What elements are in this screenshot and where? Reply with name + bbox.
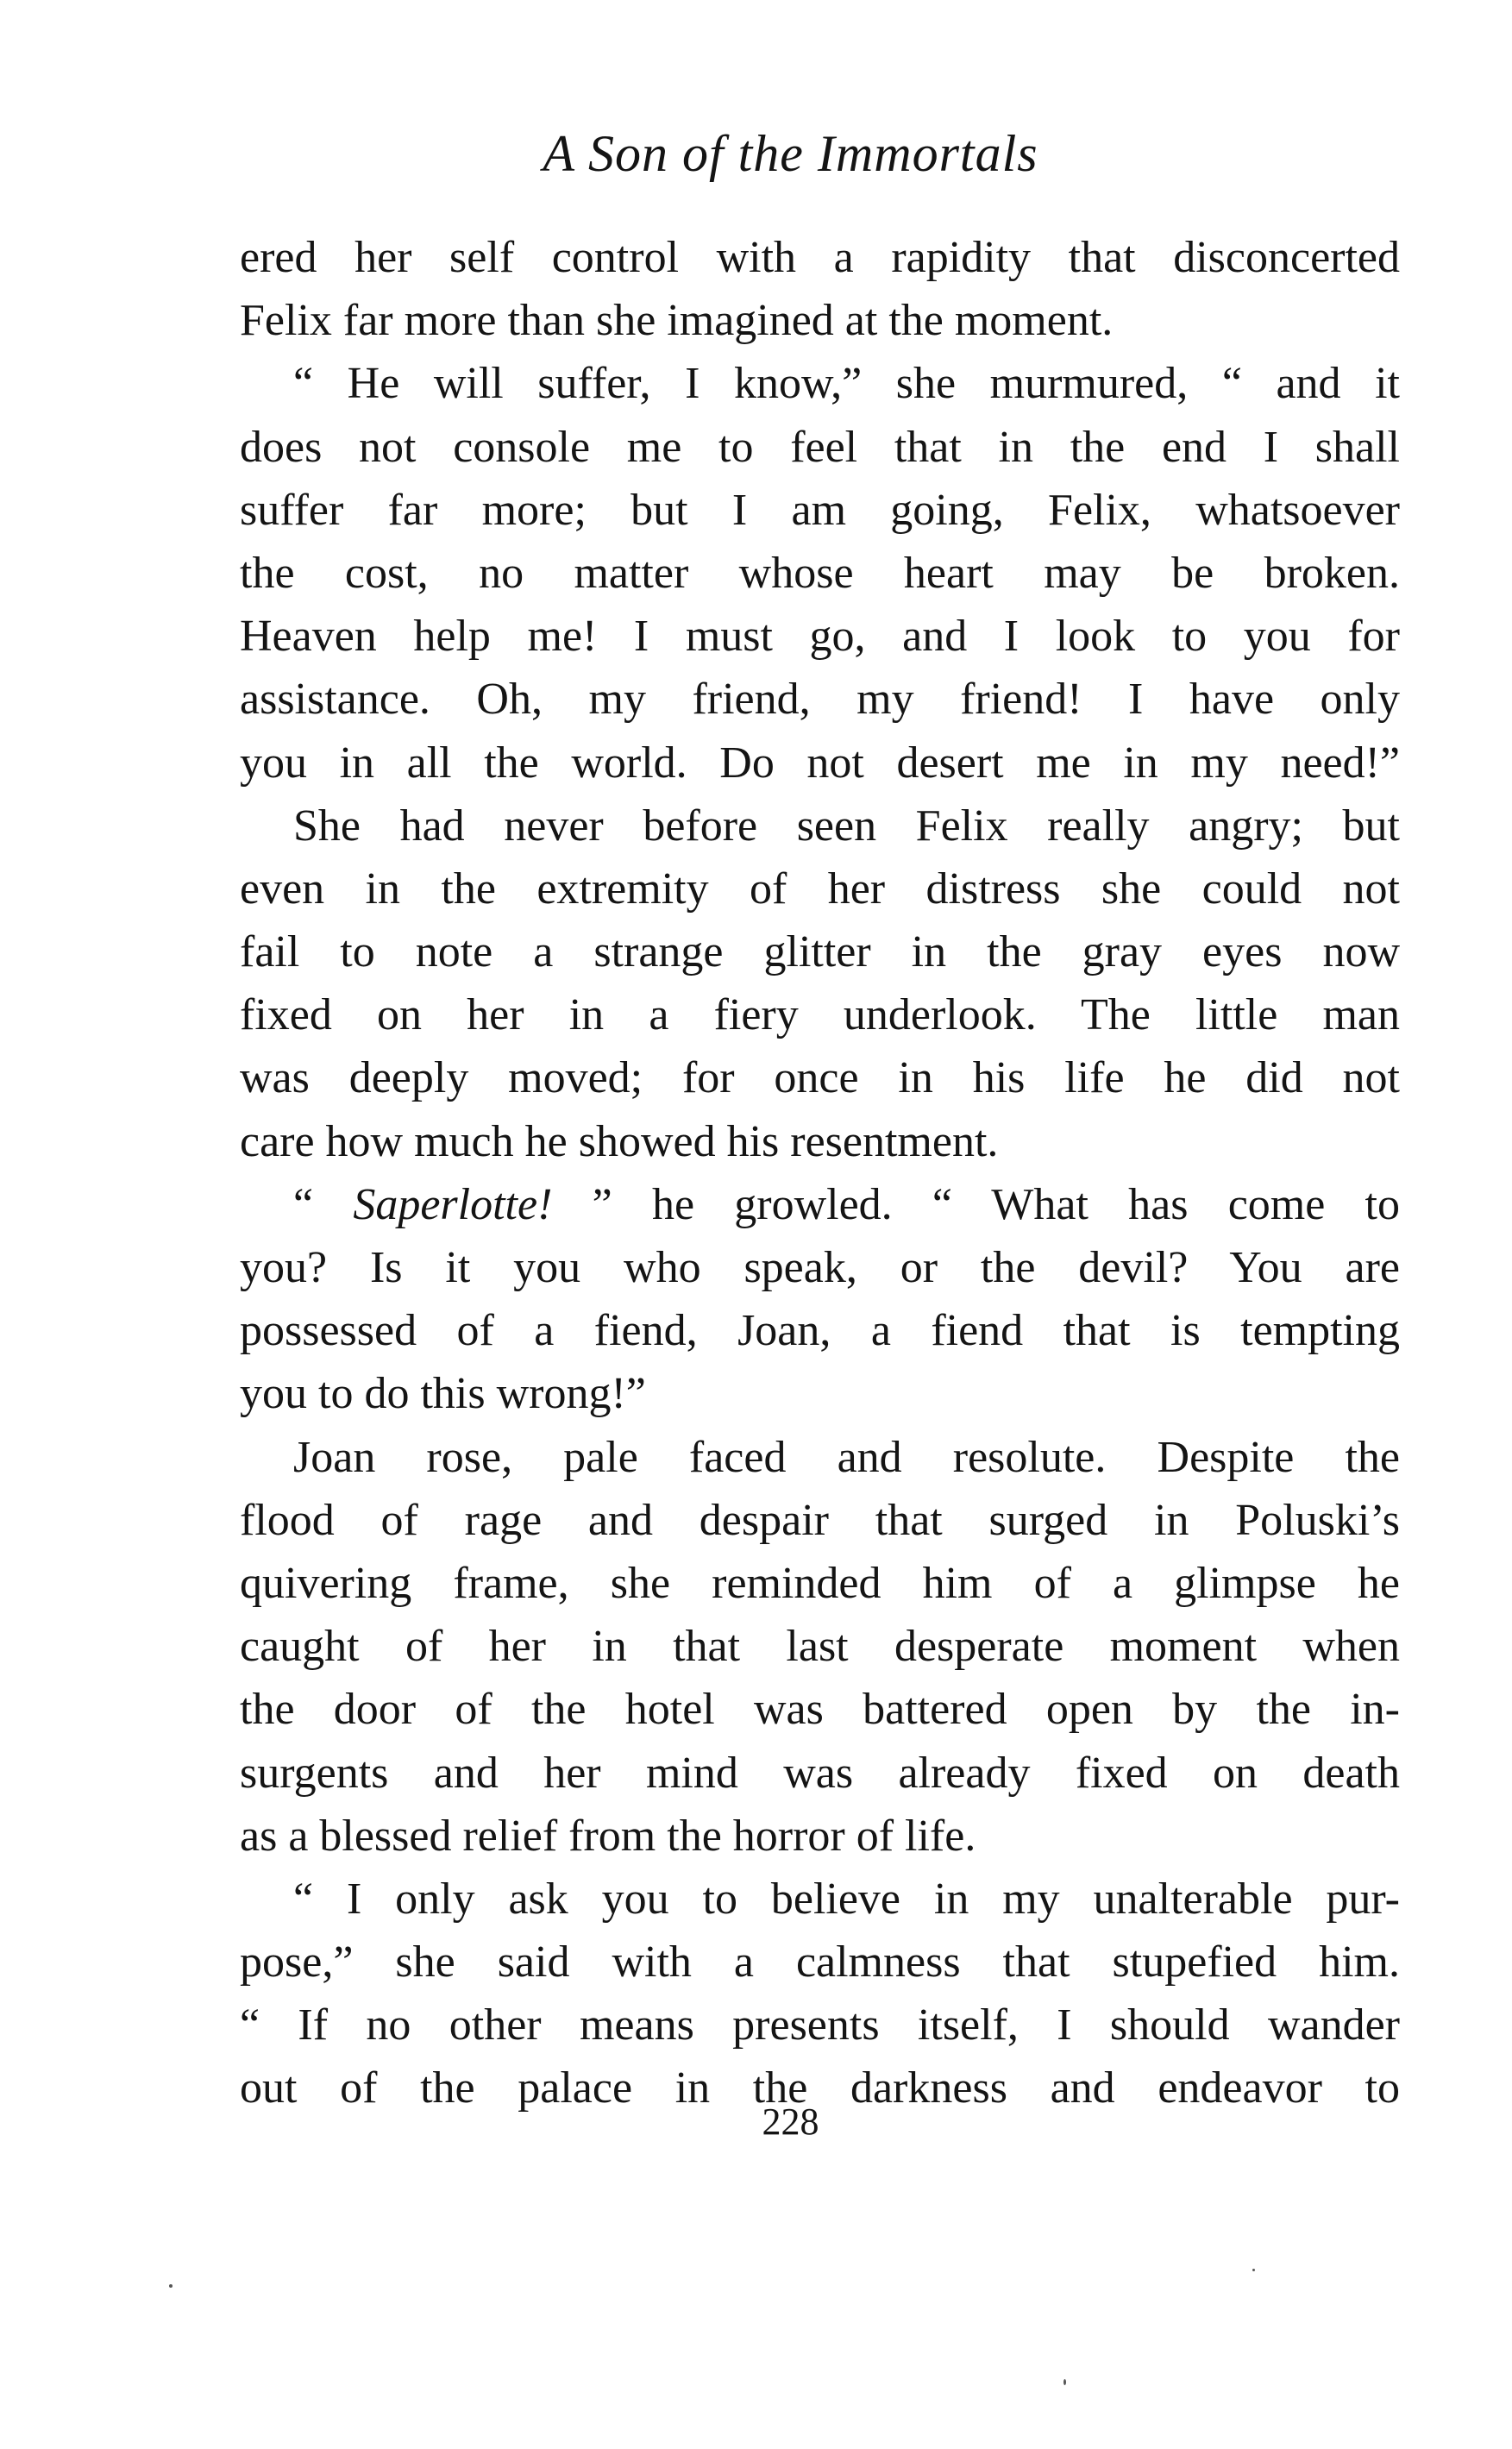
text-line: the door of the hotel was battered open by the in- [240,1685,1400,1735]
text-line: Joan rose, pale faced and resolute. Despite the [293,1432,1400,1482]
text-line: pose,” she said with a calmness that stupefied him. [240,1937,1400,1987]
text-line: fixed on her in a fiery underlook. The little man [240,990,1400,1040]
page-number: 228 [762,2100,819,2143]
text-line: quivering frame, she reminded him of a glimpse he [240,1558,1400,1608]
text-line-prefix: “ [293,1179,354,1229]
text-line: “ I only ask you to believe in my unalterable pur- [293,1874,1400,1924]
text-line: Felix far more than she imagined at the moment. [240,296,1114,346]
text-line: She had never before seen Felix really angry; but [293,801,1400,851]
body-text [240,226,1400,2120]
text-line: fail to note a strange glitter in the gray eyes now [240,927,1400,977]
text-line: “ He will suffer, I know,” she murmured, “ and it [293,359,1400,409]
text-line: Heaven help me! I must go, and I look to you for [240,612,1400,662]
text-line: possessed of a fiend, Joan, a fiend that is tempting [240,1306,1400,1356]
text-line-rest: ” he growled. “ What has come to [552,1179,1400,1229]
ink-speck [169,2284,173,2288]
running-head: A Son of the Immortals [543,125,1038,182]
text-line: surgents and her mind was already fixed on death [240,1748,1400,1798]
text-line: you? Is it you who speak, or the devil? You are [240,1243,1400,1292]
text-line: was deeply moved; for once in his life he did not [240,1053,1400,1103]
text-line: you in all the world. Do not desert me in my need!” [240,738,1400,788]
text-line: out of the palace in the darkness and endeavor to [240,2063,1400,2113]
text-line [240,1173,1400,1236]
text-line: you to do this wrong!” [240,1369,646,1419]
text-line: caught of her in that last desperate moment when [240,1622,1400,1672]
ink-speck [1063,2379,1066,2385]
text-line: does not console me to feel that in the end I shall [240,422,1400,472]
text-line: even in the extremity of her distress she could not [240,863,1400,914]
text-line: flood of rage and despair that surged in Poluski’s [240,1495,1400,1545]
text-line: ered her self control with a rapidity that disconcerted [240,233,1400,282]
text-line: care how much he showed his resentment. [240,1116,999,1166]
text-line: the cost, no matter whose heart may be broken. [240,548,1400,598]
text-line: as a blessed relief from the horror of life. [240,1811,976,1861]
text-line: assistance. Oh, my friend, my friend! I have only [240,675,1400,725]
ink-speck [1252,2269,1255,2271]
text-line: “ If no other means presents itself, I should wander [240,2000,1400,2050]
text-line: suffer far more; but I am going, Felix, whatsoever [240,485,1400,535]
italic-word: Saperlotte! [353,1179,553,1229]
